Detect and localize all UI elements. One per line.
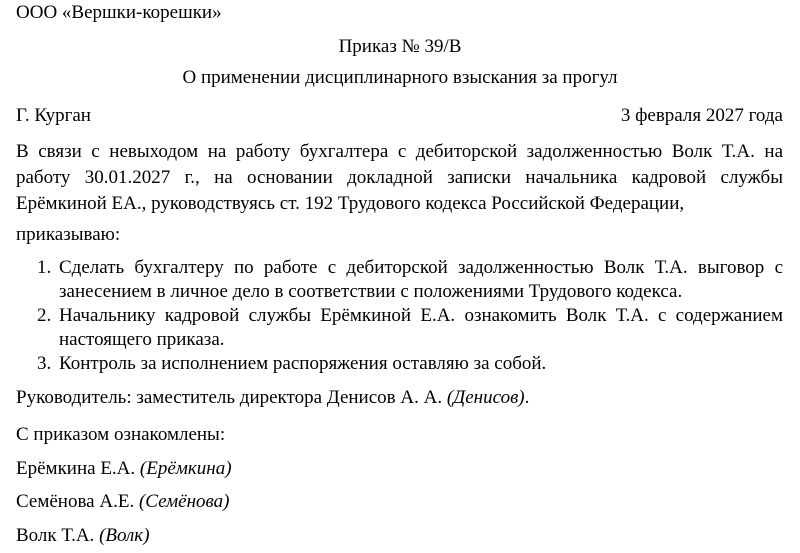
item-text: Сделать бухгалтеру по работе с дебиторской задолженностью Волк Т.А. выговор с занесением в личное дело в соответствии с положениями Трудового кодекса. xyxy=(59,257,783,302)
head-signature-label: Руководитель: заместитель директора Денисов А. А. xyxy=(16,387,443,408)
acknowledged-person xyxy=(16,457,232,481)
place-date-row xyxy=(16,104,783,128)
preamble-paragraph: В связи с невыходом на работу бухгалтера с дебиторской задолженностью Волк Т.А. на работу 30.01.2027 г., на основании докладной записки начальника кадровой службы Ерёмкиной ЕА., руководствуясь ст. 192 Трудового кодекса Российской Федерации, xyxy=(16,141,783,214)
order-subject: О применении дисциплинарного взыскания за прогул xyxy=(182,67,618,88)
city: Г. Курган xyxy=(16,105,91,126)
acknowledged-person xyxy=(16,524,150,548)
item-text: Контроль за исполнением распоряжения оставляю за собой. xyxy=(59,353,547,374)
person-signature: (Ерёмкина) xyxy=(139,458,232,479)
person-name: Семёнова А.Е. xyxy=(16,491,135,512)
list-item xyxy=(16,256,783,304)
item-number: 1. xyxy=(37,257,52,278)
person-signature: (Семёнова) xyxy=(138,491,230,512)
acknowledged-label: С приказом ознакомлены: xyxy=(16,424,226,445)
item-text: Начальнику кадровой службы Ерёмкиной Е.А. ознакомить Волк Т.А. с содержанием настоящего приказа. xyxy=(59,305,783,350)
item-number: 2. xyxy=(37,305,52,326)
head-signature-end: . xyxy=(524,387,530,408)
acknowledged-person xyxy=(16,490,229,514)
person-name: Ерёмкина Е.А. xyxy=(16,458,136,479)
order-title: Приказ № 39/В xyxy=(338,36,462,57)
order-word: приказываю: xyxy=(16,224,121,245)
order-items-list xyxy=(16,256,783,376)
order-date: 3 февраля 2027 года xyxy=(620,105,783,126)
item-number: 3. xyxy=(37,353,52,374)
person-signature: (Волк) xyxy=(99,525,150,546)
head-signature-line xyxy=(16,386,529,410)
list-item xyxy=(16,352,783,376)
list-item xyxy=(16,304,783,352)
head-signature: (Денисов) xyxy=(446,387,525,408)
organization-name: ООО «Вершки-корешки» xyxy=(16,2,222,23)
person-name: Волк Т.А. xyxy=(16,525,95,546)
